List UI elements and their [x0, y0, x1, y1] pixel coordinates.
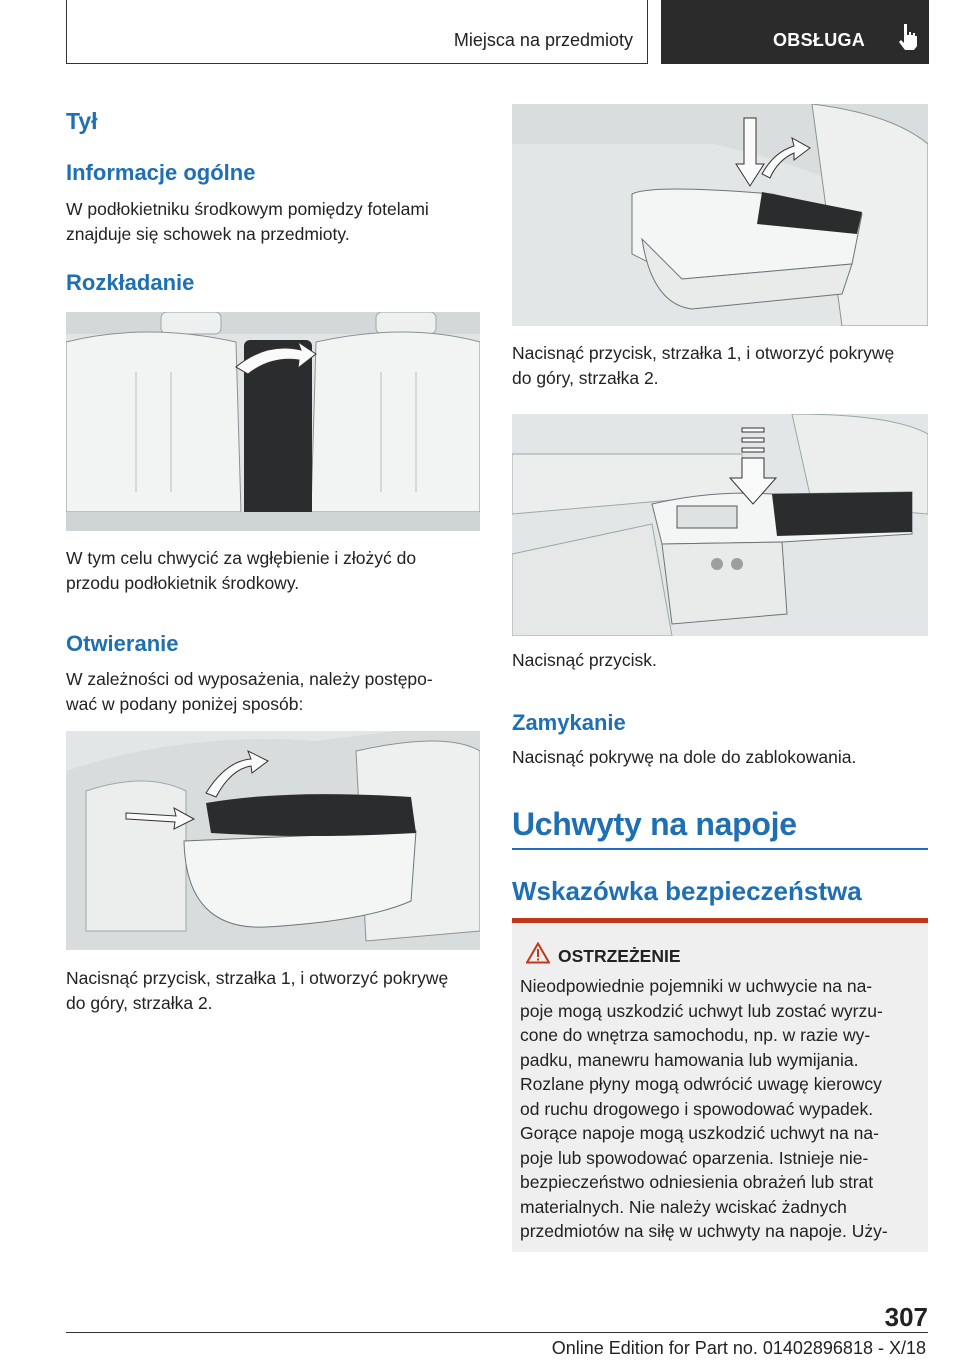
warning-title: OSTRZEŻENIE [558, 946, 681, 966]
heading-tyl: Tył [66, 108, 98, 134]
text-line: W zależności od wyposażenia, należy postępo- [66, 669, 433, 689]
paragraph-press-left [66, 966, 448, 1015]
header-section-tab [661, 0, 929, 64]
text-line: W podłokietniku środkowym pomiędzy fotelami [66, 199, 429, 219]
text-line: przodu podłokietnik środkowy. [66, 572, 300, 593]
warning-line: materialnych. Nie należy wciskać żadnych [520, 1196, 847, 1217]
warning-line: bezpieczeństwo odniesienia obrażeń lub strat [520, 1172, 874, 1192]
armrest-image-3 [512, 414, 928, 636]
armrest-open-illustration-1 [66, 731, 480, 950]
paragraph-press-right [512, 341, 894, 390]
paragraph-otwieranie [66, 667, 433, 716]
text-line: do góry, strzałka 2. [66, 992, 213, 1013]
rear-seat-image [66, 312, 480, 531]
text-line: W tym celu chwycić za wgłębienie i złożyć do [66, 548, 417, 568]
text-line: Nacisnąć przycisk, strzałka 1, i otworzyć pokrywę [512, 343, 895, 363]
text-line: Nacisnąć przycisk, strzałka 1, i otworzyć pokrywę [66, 968, 449, 988]
text-line: do góry, strzałka 2. [512, 367, 659, 388]
warning-line: padku, manewru hamowania lub wymijania. [520, 1049, 859, 1070]
heading-uchwyty-na-napoje: Uchwyty na napoje [512, 806, 797, 842]
paragraph-rozkladanie [66, 546, 416, 595]
page-number: 307 [884, 1302, 928, 1332]
warning-line: Rozlane płyny mogą odwrócić uwagę kierowcy [520, 1074, 882, 1094]
heading-otwieranie: Otwieranie [66, 631, 179, 656]
armrest-open-illustration-2 [512, 104, 928, 326]
warning-line: poje lub spowodować oparzenia. Istnieje nie- [520, 1147, 869, 1168]
armrest-image-1 [66, 731, 480, 950]
header-title: Miejsca na przedmioty [453, 30, 633, 50]
paragraph-zamykanie: Nacisnąć pokrywę na dole do zablokowania. [512, 747, 857, 767]
armrest-image-2 [512, 104, 928, 326]
heading-rule [512, 848, 928, 850]
header-section-label: OBSŁUGA [773, 30, 866, 50]
pointing-hand-icon [897, 22, 919, 52]
armrest-button-illustration [512, 414, 928, 636]
text-line: wać w podany poniżej sposób: [66, 693, 304, 714]
warning-line: Nieodpowiednie pojemniki w uchwycie na na- [520, 976, 873, 996]
heading-informacje-ogolne: Informacje ogólne [66, 160, 256, 185]
warning-line: przedmiotów na siłę w uchwyty na napoje. Uży- [520, 1221, 888, 1241]
footer-rule [66, 1332, 928, 1333]
armrest-fold-illustration [66, 312, 480, 531]
warning-line: Gorące napoje mogą uszkodzić uchwyt na na- [520, 1123, 879, 1143]
footer-edition: Online Edition for Part no. 01402896818 - X/18 [551, 1338, 926, 1358]
paragraph-informacje [66, 197, 429, 246]
heading-wskazowka-bezpieczenstwa: Wskazówka bezpieczeństwa [512, 876, 862, 906]
warning-line: od ruchu drogowego i spowodować wypadek. [520, 1098, 874, 1119]
heading-zamykanie: Zamykanie [512, 710, 626, 735]
warning-line: poje mogą uszkodzić uchwyt lub zostać wyrzu- [520, 1000, 883, 1021]
warning-box [512, 918, 928, 1252]
warning-line: cone do wnętrza samochodu, np. w razie wy- [520, 1025, 871, 1045]
paragraph-press-button: Nacisnąć przycisk. [512, 650, 657, 670]
warning-text [520, 974, 924, 1244]
text-line: znajduje się schowek na przedmioty. [66, 223, 350, 244]
header-title-box [66, 0, 648, 64]
heading-rozkladanie: Rozkładanie [66, 270, 195, 295]
warning-bar [512, 918, 928, 923]
warning-triangle-icon [526, 942, 550, 964]
